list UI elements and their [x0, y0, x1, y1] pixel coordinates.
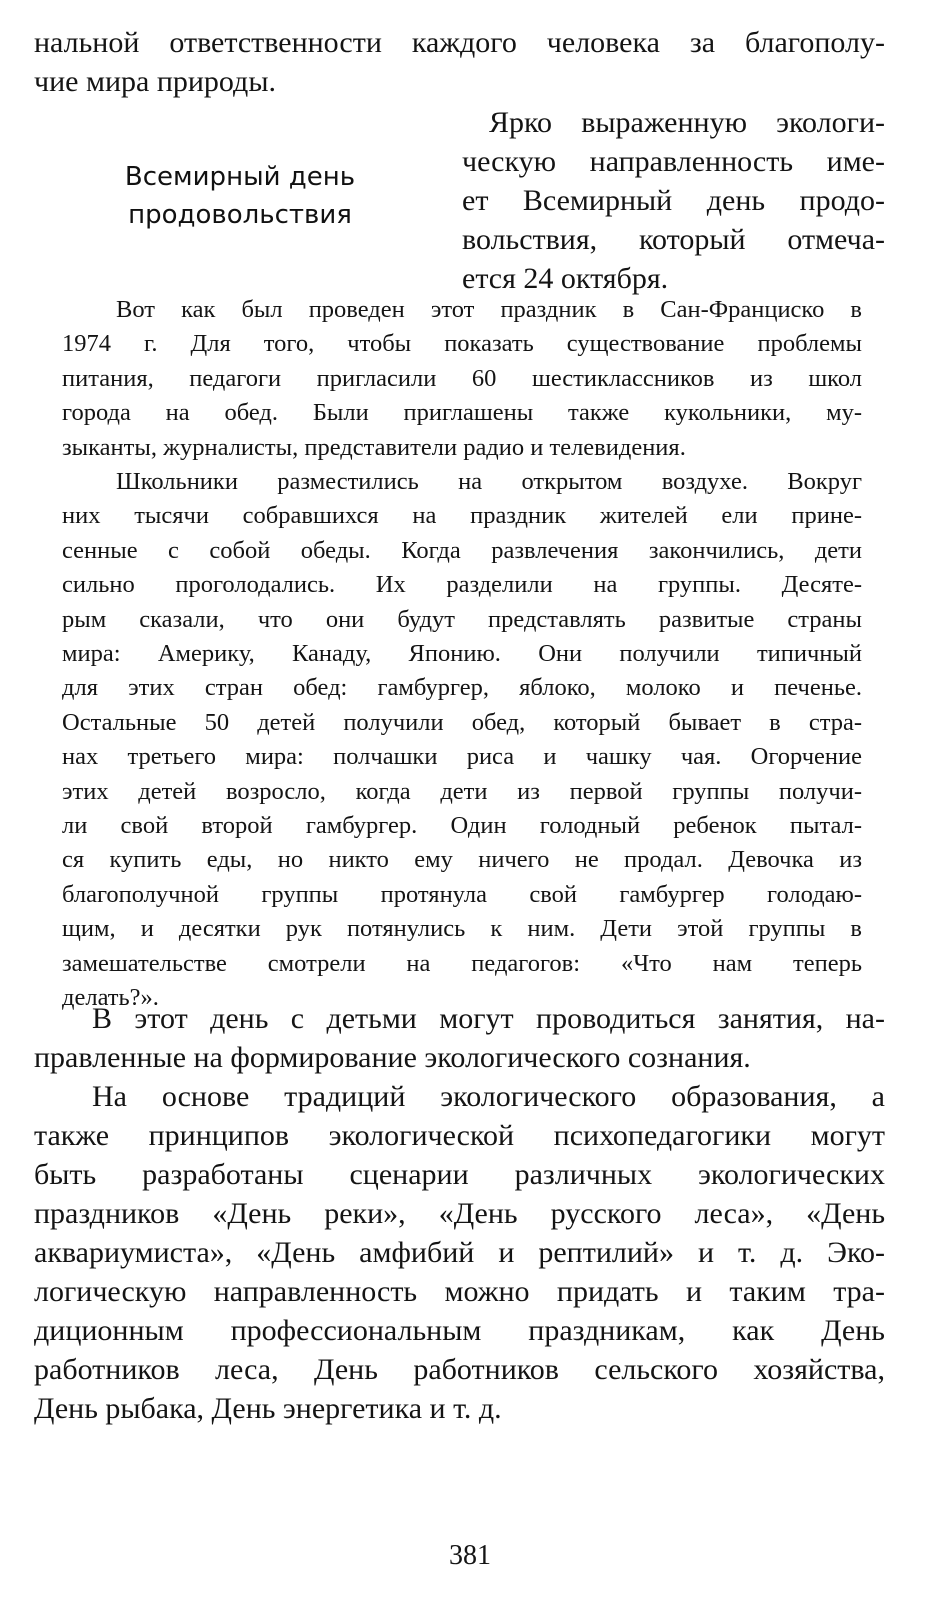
text-line: делать?».: [62, 984, 159, 1011]
text-line: Ярко выраженную экологи-: [489, 106, 885, 139]
text-line: благополучной группы протянула свой гамбургер голодаю-: [62, 880, 862, 908]
text-line: этих детей возросло, когда дети из первой группы получи-: [62, 777, 862, 805]
text-line: правленные на формирование экологического сознания.: [34, 1041, 751, 1074]
text-line: 1974 г. Для того, чтобы показать существование проблемы: [62, 330, 862, 358]
text-line: них тысячи собравшихся на праздник жителей ели прине-: [62, 502, 862, 530]
text-line: нальной ответственности каждого человека за благополу-: [34, 26, 885, 59]
text-line: Школьники разместились на открытом воздухе. Вокруг: [116, 468, 862, 495]
text-line: города на обед. Были приглашены также кукольники, му-: [62, 399, 862, 427]
text-line: быть разработаны сценарии различных экологических: [34, 1158, 885, 1191]
text-line: сенные с собой обеды. Когда развлечения закончились, дети: [62, 536, 862, 564]
text-line: Остальные 50 детей получили обед, который бывает в стра-: [62, 708, 862, 736]
text-line: День рыбака, День энергетика и т. д.: [34, 1392, 502, 1425]
text-line: ли свой второй гамбургер. Один голодный ребенок пытал-: [62, 812, 862, 839]
text-line: вольствия, который отмеча-: [462, 223, 885, 256]
text-line: На основе традиций экологического образования, а: [92, 1080, 885, 1113]
text-line: аквариумиста», «День амфибий и рептилий» и т. д. Эко-: [34, 1236, 885, 1269]
section-heading: [95, 158, 385, 234]
page-number: 381: [449, 1540, 491, 1571]
text-line: чие мира природы.: [34, 65, 276, 98]
text-line: также принципов экологической психопедагогики могут: [34, 1119, 885, 1152]
text-line: питания, педагоги пригласили 60 шестиклассников из школ: [62, 364, 862, 392]
section-heading-line: Всемирный день: [124, 162, 356, 192]
text-line: праздников «День реки», «День русского леса», «День: [34, 1197, 885, 1230]
text-line: ется 24 октября.: [462, 262, 669, 295]
text-line: мира: Америку, Канаду, Японию. Они получили типичный: [62, 640, 862, 667]
text-line: ет Всемирный день продо-: [462, 184, 885, 217]
text-line: ческую направленность име-: [462, 145, 885, 178]
text-line: рым сказали, что они будут представлять развитые страны: [62, 605, 862, 633]
text-line: работников леса, День работников сельского хозяйства,: [34, 1353, 885, 1386]
text-line: Вот как был проведен этот праздник в Сан-Франциско в: [116, 296, 862, 323]
text-line: логическую направленность можно придать и таким тра-: [34, 1275, 885, 1308]
text-line: зыканты, журналисты, представители радио и телевидения.: [62, 433, 686, 461]
text-line: для этих стран обед: гамбургер, яблоко, молоко и печенье.: [62, 674, 862, 702]
section-heading-line: продовольствия: [128, 200, 352, 230]
text-line: диционным профессиональным праздникам, как День: [34, 1314, 885, 1347]
text-line: сильно проголодались. Их разделили на группы. Десяте-: [62, 571, 862, 599]
text-line: В этот день с детьми могут проводиться занятия, на-: [92, 1002, 885, 1035]
text-line: нах третьего мира: полчашки риса и чашку чая. Огорчение: [62, 743, 862, 771]
text-line: щим, и десятки рук потянулись к ним. Дети этой группы в: [62, 915, 862, 943]
text-line: ся купить еды, но никто ему ничего не продал. Девочка из: [62, 846, 862, 874]
text-line: замешательстве смотрели на педагогов: «Что нам теперь: [62, 949, 862, 977]
